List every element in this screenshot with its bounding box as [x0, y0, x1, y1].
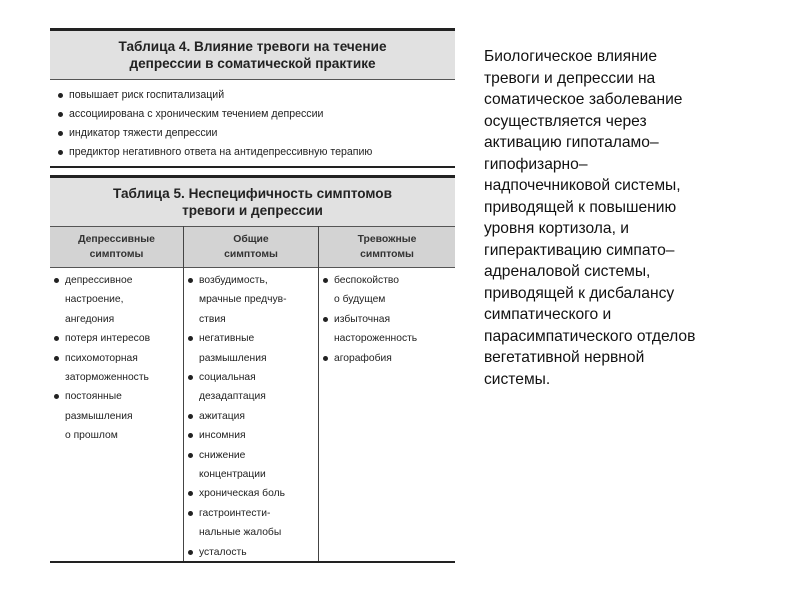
- list-item: [323, 271, 455, 310]
- list-item: [58, 105, 455, 124]
- list-item-text: негативные размышления: [199, 333, 267, 364]
- list-item-text: беспокойство о будущем: [334, 275, 400, 306]
- table-4-title-text: Таблица 4. Влияние тревоги на течение депрессии в соматической практике: [118, 39, 387, 71]
- list-item: [188, 504, 318, 543]
- bullet-icon: [188, 453, 193, 458]
- list-item: [54, 329, 183, 348]
- list-item: [58, 143, 455, 162]
- bullet-icon: [188, 375, 193, 380]
- column-header-text: Тревожные симптомы: [357, 234, 417, 260]
- bullet-icon: [188, 278, 193, 283]
- column-header-common: [184, 226, 318, 268]
- column-header-text: Депрессивные симптомы: [78, 234, 155, 260]
- bullet-icon: [188, 336, 193, 341]
- table-4-title: [50, 31, 455, 80]
- list-item: [188, 368, 318, 407]
- column-list: [319, 268, 455, 368]
- list-item: [188, 329, 318, 368]
- bullet-icon: [58, 93, 63, 98]
- list-item-text: депрессивное настроение, ангедония: [65, 275, 133, 325]
- list-item: [188, 407, 318, 426]
- list-item: [54, 349, 183, 388]
- list-item: [58, 86, 455, 105]
- list-item-text: повышает риск госпитализаций: [69, 89, 225, 101]
- list-item: [188, 484, 318, 503]
- table-5: [50, 175, 455, 563]
- table-5-columns: [50, 226, 455, 561]
- list-item-text: усталость: [199, 546, 247, 558]
- bullet-icon: [188, 511, 193, 516]
- column-anxious: [319, 226, 455, 561]
- column-common: [184, 226, 319, 561]
- bullet-icon: [188, 433, 193, 438]
- list-item-text: избыточная настороженность: [334, 313, 418, 345]
- bullet-icon: [188, 491, 193, 496]
- list-item: [323, 310, 455, 349]
- table-5-title: [50, 178, 455, 226]
- list-item: [188, 271, 318, 329]
- bullet-icon: [188, 414, 193, 419]
- bullet-icon: [58, 131, 63, 136]
- table-4: [50, 28, 455, 168]
- bullet-icon: [54, 394, 59, 399]
- list-item-text: агорафобия: [334, 352, 392, 364]
- list-item: [188, 543, 318, 562]
- column-header-anxious: [319, 226, 455, 268]
- list-item: [188, 426, 318, 445]
- column-list: [50, 268, 183, 446]
- list-item-text: постоянные размышления о прошлом: [65, 391, 133, 442]
- list-item: [54, 387, 183, 445]
- column-list: [184, 268, 318, 562]
- side-paragraph: Биологическое влияние тревоги и депрессии на соматическое заболевание осуществляется через активацию гипоталамо– гипофизарно– надпочечниковой системы, приводящей к повышению уровня кортизола, и гиперактивацию симпато– адреналовой системы, приводящей к дисбалансу симпатического и парасимпатического отделов вегетативной нервной системы.: [484, 48, 696, 388]
- list-item-text: предиктор негативного ответа на антидепрессивную терапию: [69, 146, 373, 158]
- list-item: [188, 446, 318, 485]
- list-item-text: потеря интересов: [65, 333, 151, 345]
- list-item-text: ассоциирована с хроническим течением депрессии: [69, 108, 324, 120]
- bullet-icon: [323, 278, 328, 283]
- column-depressive: [50, 226, 184, 561]
- table-5-title-text: Таблица 5. Неспецифичность симптомов тревоги и депрессии: [113, 186, 392, 218]
- list-item: [323, 349, 455, 368]
- bullet-icon: [58, 112, 63, 117]
- list-item: [58, 124, 455, 143]
- list-item-text: хроническая боль: [199, 488, 285, 500]
- list-item-text: гастроинтести- нальные жалобы: [199, 507, 282, 539]
- list-item-text: возбудимость, мрачные предчув- ствия: [199, 275, 287, 325]
- list-item: [54, 271, 183, 329]
- bullet-icon: [58, 150, 63, 155]
- list-item-text: снижение концентрации: [199, 449, 266, 481]
- list-item-text: ажитация: [199, 410, 245, 422]
- bullet-icon: [54, 336, 59, 341]
- bullet-icon: [323, 317, 328, 322]
- bullet-icon: [188, 550, 193, 555]
- column-header-depressive: [50, 226, 183, 268]
- list-item-text: социальная дезадаптация: [199, 372, 266, 403]
- list-item-text: индикатор тяжести депрессии: [69, 127, 218, 139]
- list-item-text: инсомния: [199, 430, 246, 442]
- bullet-icon: [54, 278, 59, 283]
- bullet-icon: [323, 356, 328, 361]
- table-4-list: [50, 80, 455, 162]
- bullet-icon: [54, 356, 59, 361]
- column-header-text: Общие симптомы: [224, 234, 278, 260]
- list-item-text: психомоторная заторможенность: [65, 352, 149, 384]
